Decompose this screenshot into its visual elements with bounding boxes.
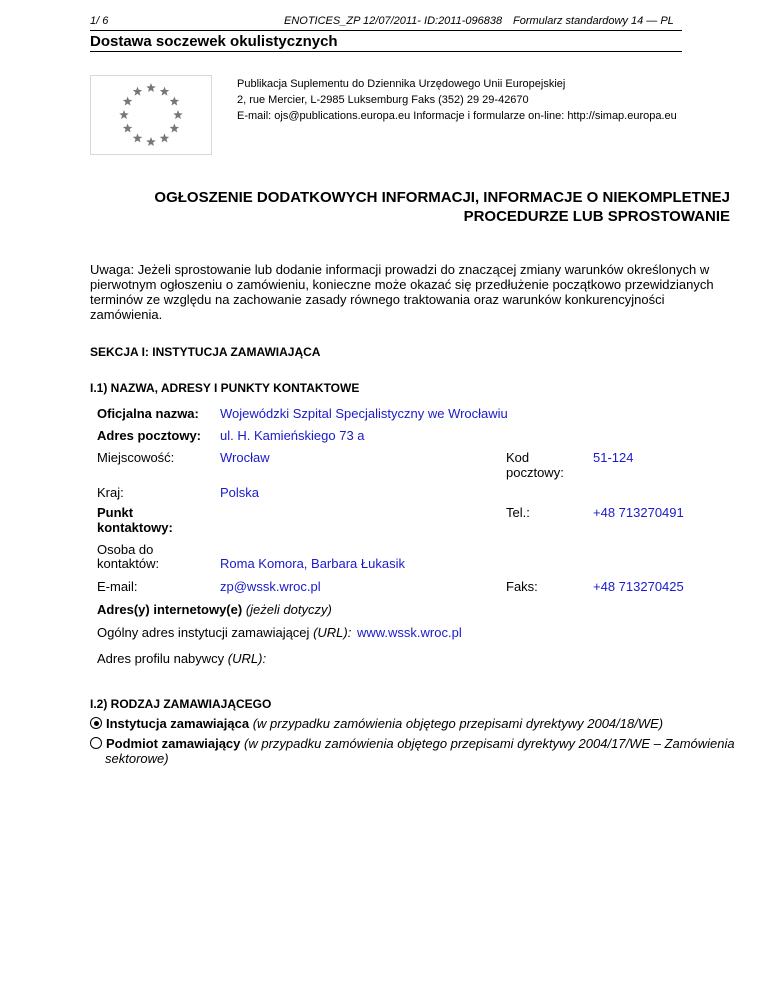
publisher-line-3: E-mail: ojs@publications.europa.eu Informacje i formularze on-line: http://simap.europa.eu <box>237 110 677 122</box>
buyer-profile-row <box>97 651 266 666</box>
phone-value: +48 713270491 <box>593 505 684 520</box>
star-icon <box>146 137 156 146</box>
contact-point-label-line-2: kontaktowy: <box>97 520 173 535</box>
official-name-value: Wojewódzki Szpital Specjalistyczny we Wrocławiu <box>220 406 508 421</box>
contact-person-label-line-1: Osoba do <box>97 542 154 557</box>
option-2-label: Podmiot zamawiający <box>106 736 241 751</box>
note-line-2: pierwotnym ogłoszeniu o zamówieniu, konieczne może okazać się przedłużenie początkowo przewidzianych <box>90 277 714 292</box>
address-label: Adres pocztowy: <box>97 428 202 443</box>
postal-value: 51-124 <box>593 450 634 465</box>
form-name: Formularz standardowy 14 — PL <box>513 15 674 27</box>
option-2-hint-line-1: (w przypadku zamówienia objętego przepisami dyrektywy 2004/17/WE – Zamówienia <box>244 736 735 751</box>
internet-address-hint: (jeżeli dotyczy) <box>245 602 332 617</box>
subsection-1-1-title: I.1) NAZWA, ADRESY I PUNKTY KONTAKTOWE <box>90 381 360 395</box>
note-line-4: zamówienia. <box>90 307 163 322</box>
contracting-type-option-2[interactable] <box>90 736 735 751</box>
notice-heading-line-2: PROCEDURZE LUB SPROSTOWANIE <box>463 208 730 225</box>
general-url-link[interactable]: www.wssk.wroc.pl <box>356 625 462 640</box>
option-1-label: Instytucja zamawiająca <box>106 716 250 731</box>
fax-label: Faks: <box>506 579 538 594</box>
general-url-label: Ogólny adres instytucji zamawiającej <box>97 625 310 640</box>
radio-selected-icon[interactable] <box>90 717 102 729</box>
star-icon <box>133 133 143 142</box>
section-1-title: SEKCJA I: INSTYTUCJA ZAMAWIAJĄCA <box>90 345 321 359</box>
note-line-1: Uwaga: Jeżeli sprostowanie lub dodanie informacji prowadzi do znaczącej zmiany warunków określonych w <box>90 262 710 277</box>
postal-label-line-1: Kod <box>506 450 530 465</box>
document-title: Dostawa soczewek okulistycznych <box>90 33 338 50</box>
page-number: 1/ 6 <box>90 15 109 27</box>
general-url-row <box>97 625 462 640</box>
country-value: Polska <box>220 485 260 500</box>
contact-person-label-line-2: kontaktów: <box>97 556 160 571</box>
city-value: Wrocław <box>220 450 270 465</box>
eu-stars-icon <box>91 76 211 154</box>
star-icon <box>146 83 156 92</box>
option-2-hint-line-2: sektorowe) <box>105 751 169 766</box>
star-icon <box>123 97 133 106</box>
phone-label: Tel.: <box>506 505 530 520</box>
star-icon <box>173 110 183 119</box>
notice-id: ENOTICES_ZP 12/07/2011- ID:2011-096838 <box>284 15 503 27</box>
fax-value: +48 713270425 <box>593 579 684 594</box>
header-rule <box>90 30 682 31</box>
postal-label-line-2: pocztowy: <box>506 465 564 480</box>
star-icon <box>170 97 180 106</box>
internet-address-row <box>97 602 332 617</box>
country-label: Kraj: <box>97 485 124 500</box>
title-rule <box>90 51 682 52</box>
star-icon <box>119 110 129 119</box>
subsection-1-2-title: I.2) RODZAJ ZAMAWIAJĄCEGO <box>90 697 272 711</box>
internet-address-label: Adres(y) internetowy(e) <box>97 602 243 617</box>
official-name-label: Oficjalna nazwa: <box>97 406 199 421</box>
contracting-type-option-1[interactable] <box>90 716 663 731</box>
note-line-3: terminów ze względu na zachowanie zasady równego traktowania oraz warunków konkurencyjności <box>90 292 665 307</box>
publisher-line-2: 2, rue Mercier, L-2985 Luksemburg Faks (352) 29 29-42670 <box>237 94 529 106</box>
star-icon <box>123 124 133 133</box>
contact-person-value: Roma Komora, Barbara Łukasik <box>220 556 405 571</box>
city-label: Miejscowość: <box>97 450 175 465</box>
email-link[interactable]: zp@wssk.wroc.pl <box>220 579 321 594</box>
notice-heading-line-1: OGŁOSZENIE DODATKOWYCH INFORMACJI, INFORMACJE O NIEKOMPLETNEJ <box>154 189 730 206</box>
buyer-profile-url-tag: (URL): <box>227 651 267 666</box>
address-value: ul. H. Kamieńskiego 73 a <box>220 428 365 443</box>
email-label: E-mail: <box>97 579 138 594</box>
general-url-tag: (URL): <box>313 625 352 640</box>
buyer-profile-label: Adres profilu nabywcy <box>97 651 225 666</box>
star-icon <box>160 87 170 96</box>
eu-flag-logo <box>90 75 212 155</box>
option-1-hint: (w przypadku zamówienia objętego przepisami dyrektywy 2004/18/WE) <box>252 716 664 731</box>
star-icon <box>133 87 143 96</box>
star-icon <box>170 124 180 133</box>
publisher-line-1: Publikacja Suplementu do Dziennika Urzędowego Unii Europejskiej <box>237 78 566 90</box>
star-icon <box>160 133 170 142</box>
contact-point-label-line-1: Punkt <box>97 505 134 520</box>
radio-unselected-icon[interactable] <box>90 737 102 749</box>
